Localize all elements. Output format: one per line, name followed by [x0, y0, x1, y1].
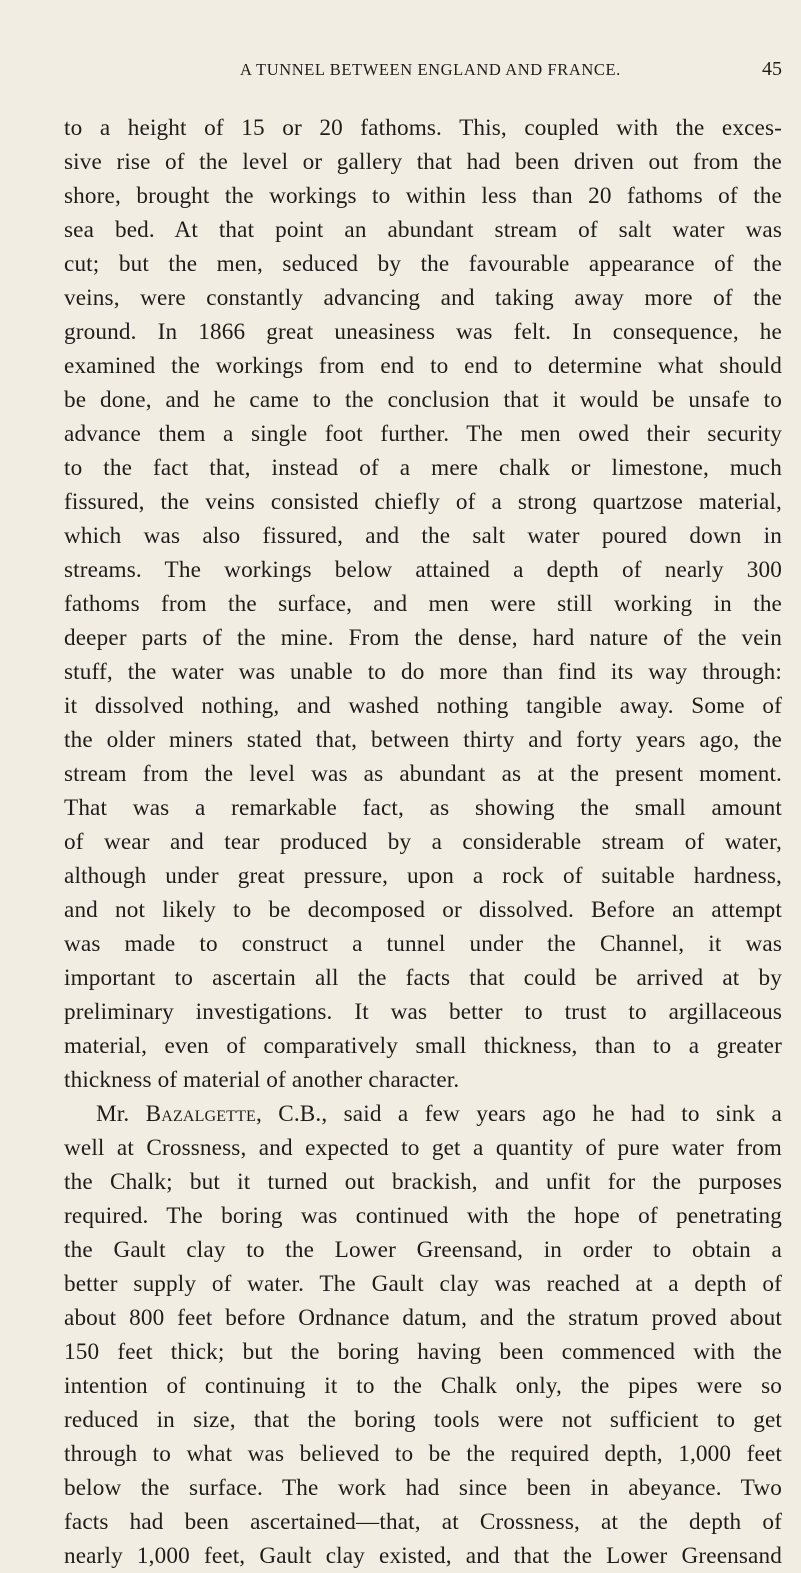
text-line: although under great pressure, upon a rock of suitable hardness,: [64, 863, 782, 889]
text-line: reduced in size, that the boring tools were not sufficient to get: [64, 1407, 782, 1433]
text-line: shore, brought the workings to within less than 20 fathoms of the: [64, 183, 782, 209]
text-line: cut; but the men, seduced by the favourable appearance of the: [64, 251, 782, 277]
text-line: That was a remarkable fact, as showing the small amount: [64, 795, 782, 821]
page-number: 45: [762, 58, 782, 80]
text-line: ground. In 1866 great uneasiness was felt. In consequence, he: [64, 319, 782, 345]
text-line: well at Crossness, and expected to get a quantity of pure water from: [64, 1135, 782, 1161]
text-line: sive rise of the level or gallery that had been driven out from the: [64, 149, 782, 175]
text-line: the Gault clay to the Lower Greensand, in order to obtain a: [64, 1237, 782, 1263]
text-line: important to ascertain all the facts that could be arrived at by: [64, 965, 782, 991]
text-line: nearly 1,000 feet, Gault clay existed, and that the Lower Greensand: [64, 1543, 782, 1569]
text-line: the older miners stated that, between thirty and forty years ago, the: [64, 727, 782, 753]
text-line: better supply of water. The Gault clay was reached at a depth of: [64, 1271, 782, 1297]
text-line: and not likely to be decomposed or dissolved. Before an attempt: [64, 897, 782, 923]
opening-line-rest: , C.B., said a few years ago he had to sink a: [255, 1101, 782, 1127]
text-line: be done, and he came to the conclusion that it would be unsafe to: [64, 387, 782, 413]
text-line: was made to construct a tunnel under the Channel, it was: [64, 931, 782, 957]
text-line: material, even of comparatively small thickness, than to a greater: [64, 1033, 782, 1059]
text-line: thickness of material of another character.: [64, 1067, 460, 1093]
text-line: to a height of 15 or 20 fathoms. This, coupled with the exces-: [64, 115, 782, 141]
text-line: the Chalk; but it turned out brackish, and unfit for the purposes: [64, 1169, 782, 1195]
text-line: of wear and tear produced by a considerable stream of water,: [64, 829, 782, 855]
text-line: required. The boring was continued with the hope of penetrating: [64, 1203, 782, 1229]
text-line: to the fact that, instead of a mere chalk or limestone, much: [64, 455, 782, 481]
running-head: [64, 60, 782, 88]
text-line: stream from the level was as abundant as at the present moment.: [64, 761, 782, 787]
paragraph-2-opening-line: [64, 1097, 782, 1131]
text-line: veins, were constantly advancing and taking away more of the: [64, 285, 782, 311]
text-line: fissured, the veins consisted chiefly of a strong quartzose material,: [64, 489, 782, 515]
text-line: about 800 feet before Ordnance datum, and the stratum proved about: [64, 1305, 782, 1331]
text-line: below the surface. The work had since been in abeyance. Two: [64, 1475, 782, 1501]
text-line: deeper parts of the mine. From the dense, hard nature of the vein: [64, 625, 782, 651]
text-line: fathoms from the surface, and men were still working in the: [64, 591, 782, 617]
body-text: [64, 111, 782, 1573]
text-line: intention of continuing it to the Chalk only, the pipes were so: [64, 1373, 782, 1399]
paragraph-1: [64, 111, 782, 1097]
text-line: sea bed. At that point an abundant stream of salt water was: [64, 217, 782, 243]
text-line: preliminary investigations. It was better to trust to argillaceous: [64, 999, 782, 1025]
text-line: it dissolved nothing, and washed nothing tangible away. Some of: [64, 693, 782, 719]
text-line: 150 feet thick; but the boring having been commenced with the: [64, 1339, 782, 1365]
text-line: examined the workings from end to end to determine what should: [64, 353, 782, 379]
text-line: which was also fissured, and the salt water poured down in: [64, 523, 782, 549]
paragraph-2: [64, 1097, 782, 1573]
text-line: streams. The workings below attained a depth of nearly 300: [64, 557, 782, 583]
text-line: through to what was believed to be the required depth, 1,000 feet: [64, 1441, 782, 1467]
speaker-name: Bazalgette: [145, 1101, 256, 1127]
text-line: stuff, the water was unable to do more than find its way through:: [64, 659, 782, 685]
speaker-title: Mr.: [96, 1101, 146, 1127]
text-line: facts had been ascertained—that, at Crossness, at the depth of: [64, 1509, 782, 1535]
text-line: advance them a single foot further. The men owed their security: [64, 421, 782, 447]
running-title: A TUNNEL BETWEEN ENGLAND AND FRANCE.: [240, 60, 621, 79]
